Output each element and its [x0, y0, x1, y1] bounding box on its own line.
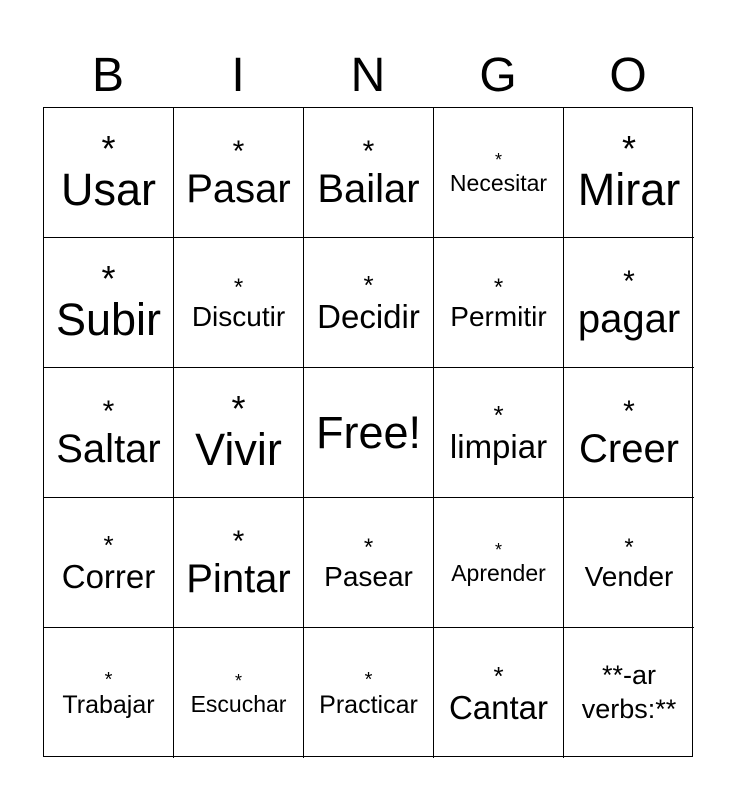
cell-star: *: [363, 533, 374, 561]
cell-word: Usar: [60, 163, 156, 215]
bingo-cell[interactable]: [434, 628, 564, 758]
cell-word: limpiar: [449, 428, 548, 466]
cell-word: Necesitar: [449, 170, 548, 197]
cell-star: *: [623, 264, 635, 298]
cell-word: Discutir: [191, 300, 286, 332]
bingo-cell[interactable]: [44, 628, 174, 758]
cell-word: Practicar: [319, 690, 418, 719]
cell-word: Decidir: [317, 298, 420, 336]
bingo-cell[interactable]: [304, 498, 434, 628]
cell-star: *: [234, 670, 242, 691]
note-label: **-ar verbs:**: [581, 660, 677, 724]
bingo-cell[interactable]: [304, 108, 434, 238]
cell-star: *: [493, 400, 504, 431]
bingo-cell[interactable]: [174, 498, 304, 628]
cell-star: *: [621, 127, 636, 169]
cell-word: Saltar: [56, 426, 161, 471]
bingo-cell[interactable]: [174, 238, 304, 368]
bingo-header: [43, 48, 693, 104]
bingo-cell[interactable]: [44, 368, 174, 498]
cell-star: *: [362, 134, 375, 168]
bingo-cell[interactable]: [44, 498, 174, 628]
bingo-cell[interactable]: [304, 238, 434, 368]
cell-word: Cantar: [448, 688, 549, 726]
header-letter-b: B: [91, 49, 124, 102]
header-letter-n: N: [350, 49, 386, 102]
bingo-cell[interactable]: [174, 628, 304, 758]
cell-word: Pasar: [186, 166, 291, 211]
cell-star: *: [231, 387, 246, 429]
cell-star: *: [363, 270, 374, 301]
cell-star: *: [101, 127, 116, 169]
cell-word: Trabajar: [62, 690, 155, 719]
cell-word: Pasear: [324, 560, 413, 592]
cell-word: Vender: [584, 560, 674, 592]
cell-star: *: [233, 273, 244, 301]
header-letter-g: G: [479, 49, 517, 102]
bingo-cell[interactable]: [434, 498, 564, 628]
header-letter-i: I: [231, 49, 245, 102]
cell-word: Permitir: [450, 300, 547, 332]
bingo-board: [43, 107, 693, 757]
cell-star: *: [364, 668, 373, 691]
header-letter-o: O: [609, 49, 647, 102]
cell-star: *: [104, 668, 113, 691]
cell-word: pagar: [577, 296, 681, 341]
bingo-cell[interactable]: [434, 368, 564, 498]
cell-star: *: [232, 524, 245, 558]
cell-star: *: [494, 540, 502, 561]
cell-star: *: [493, 660, 504, 691]
cell-word: Pintar: [186, 556, 291, 601]
bingo-cell[interactable]: [174, 108, 304, 238]
cell-star: *: [493, 273, 504, 301]
cell-star: *: [102, 394, 115, 428]
cell-word: Escuchar: [190, 690, 287, 717]
bingo-cell[interactable]: [564, 498, 694, 628]
cell-star: *: [101, 257, 116, 299]
cell-word: Correr: [61, 558, 156, 596]
cell-star: *: [494, 150, 502, 171]
cell-word: Bailar: [317, 166, 420, 211]
cell-star: *: [623, 394, 635, 428]
bingo-cell[interactable]: [564, 238, 694, 368]
cell-star: *: [624, 533, 634, 561]
cell-star: *: [103, 530, 114, 561]
cell-word: Mirar: [577, 163, 681, 215]
cell-word: Aprender: [451, 560, 546, 587]
bingo-cell[interactable]: [304, 628, 434, 758]
cell-word: Subir: [55, 293, 162, 345]
cell-word: Vivir: [195, 423, 282, 475]
bingo-cell[interactable]: [44, 108, 174, 238]
bingo-cell[interactable]: [44, 238, 174, 368]
bingo-cell[interactable]: [564, 368, 694, 498]
note-cell[interactable]: [564, 628, 694, 758]
cell-star: *: [232, 134, 245, 168]
bingo-cell[interactable]: [434, 238, 564, 368]
bingo-cell[interactable]: [564, 108, 694, 238]
bingo-cell[interactable]: [174, 368, 304, 498]
free-space-label: Free!: [315, 406, 422, 458]
free-space-cell[interactable]: [304, 368, 434, 498]
cell-word: Creer: [578, 426, 680, 471]
bingo-cell[interactable]: [434, 108, 564, 238]
